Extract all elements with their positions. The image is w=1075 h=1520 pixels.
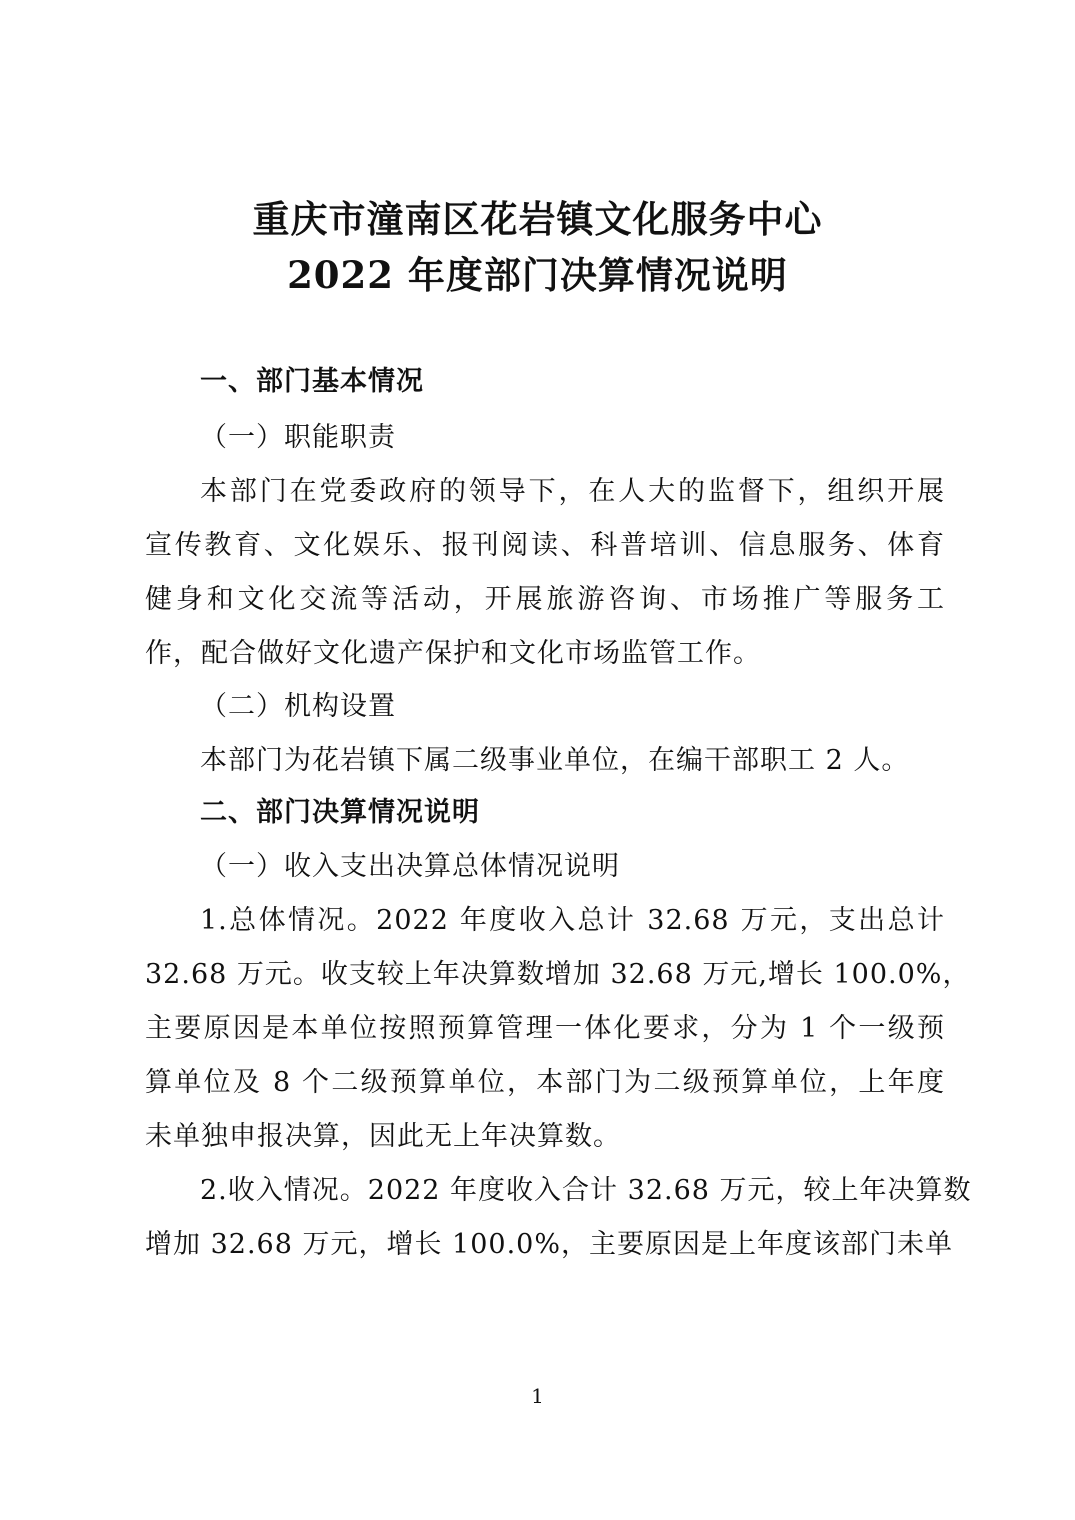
overall-paragraph-line: 1.总体情况。2022 年度收入总计 32.68 万元，支出总计 [200, 905, 945, 936]
section-heading-final-accounts: 二、部门决算情况说明 [200, 797, 480, 828]
income-paragraph-line: 2.收入情况。2022 年度收入合计 32.68 万元，较上年决算数 [200, 1175, 972, 1206]
organization-paragraph: 本部门为花岩镇下属二级事业单位，在编干部职工 2 人。 [200, 745, 910, 776]
overall-paragraph-line: 算单位及 8 个二级预算单位，本部门为二级预算单位，上年度 [145, 1067, 945, 1098]
section-heading-basic-info: 一、部门基本情况 [200, 366, 424, 397]
subsection-heading-duties: （一）职能职责 [200, 422, 396, 453]
overall-paragraph-line: 主要原因是本单位按照预算管理一体化要求，分为 1 个一级预 [145, 1013, 945, 1044]
duties-paragraph-line: 宣传教育、文化娱乐、报刊阅读、科普培训、信息服务、体育 [145, 530, 945, 561]
duties-paragraph-line: 健身和文化交流等活动，开展旅游咨询、市场推广等服务工 [145, 584, 945, 615]
page-number: 1 [531, 1384, 544, 1408]
overall-paragraph-line: 32.68 万元。收支较上年决算数增加 32.68 万元,增长 100.0%， [145, 959, 971, 990]
income-paragraph-line: 增加 32.68 万元，增长 100.0%，主要原因是上年度该部门未单 [145, 1229, 953, 1260]
duties-paragraph-line: 作，配合做好文化遗产保护和文化市场监管工作。 [145, 638, 761, 669]
document-title-line-1: 重庆市潼南区花岩镇文化服务中心 [252, 197, 823, 241]
duties-paragraph-line: 本部门在党委政府的领导下，在人大的监督下，组织开展 [200, 476, 945, 507]
subsection-heading-organization: （二）机构设置 [200, 691, 396, 722]
subsection-heading-income-expenditure: （一）收入支出决算总体情况说明 [200, 851, 620, 882]
overall-paragraph-line: 未单独申报决算，因此无上年决算数。 [145, 1121, 621, 1152]
document-title-line-2: 2022 年度部门决算情况说明 [287, 253, 788, 297]
